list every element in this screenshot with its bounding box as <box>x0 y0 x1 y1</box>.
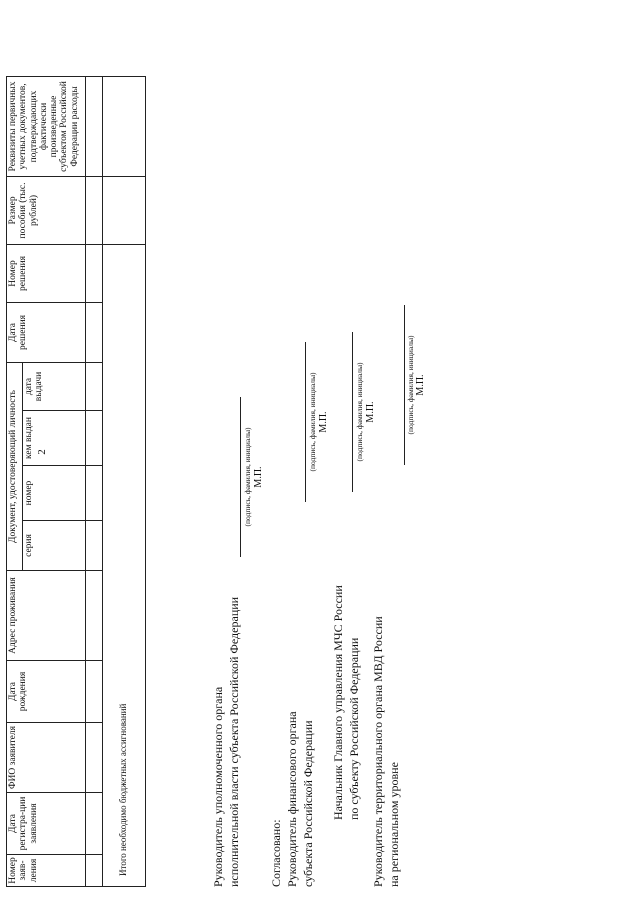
head-signatory-line-2: исполнительной власти субъекта Российской Федерации <box>227 596 241 887</box>
table-cell <box>86 793 103 855</box>
finance-signature-caption: (подпись, фамилия, инициалы) <box>308 372 317 472</box>
col-issued-by: кем выдан <box>22 411 85 466</box>
col-decision-number: Номер решения <box>7 244 86 302</box>
total-requisites-cell <box>103 76 146 176</box>
col-address: Адрес проживания <box>7 571 86 661</box>
col-issue-date: дата выдачи <box>22 362 85 410</box>
finance-signature-line <box>305 342 306 502</box>
table-header-row <box>7 76 23 886</box>
table-cell <box>86 176 103 244</box>
mvd-signature-line <box>404 305 405 465</box>
page-number: 2 <box>36 449 48 455</box>
col-reg-date: Дата регистра-ции заявления <box>7 793 86 855</box>
table-cell <box>86 411 103 466</box>
finance-stamp: М.П. <box>318 411 329 433</box>
table-row <box>86 76 103 886</box>
table-cell <box>86 244 103 302</box>
col-fio: ФИО заявителя <box>7 723 86 793</box>
table-cell <box>86 521 103 571</box>
table-cell <box>86 76 103 176</box>
mvd-signature-caption: (подпись, фамилия, инициалы) <box>406 335 415 435</box>
mchs-signature-caption: (подпись, фамилия, инициалы) <box>355 362 364 462</box>
table-cell <box>86 855 103 887</box>
mvd-signatory <box>370 616 402 887</box>
table-cell <box>86 723 103 793</box>
head-signature-caption: (подпись, фамилия, инициалы) <box>243 427 252 527</box>
table-cell <box>86 466 103 521</box>
table-cell <box>86 302 103 362</box>
col-number: номер <box>22 466 85 521</box>
finance-signatory-line-2: субъекта Российской Федерации <box>301 720 315 887</box>
finance-signatory <box>284 711 316 887</box>
table-total-row <box>103 76 146 886</box>
mchs-stamp: М.П. <box>365 401 376 423</box>
table-cell <box>86 661 103 723</box>
col-series: серия <box>22 521 85 571</box>
head-signature-line <box>240 397 241 557</box>
head-stamp: М.П. <box>253 466 264 488</box>
col-app-number: Номер заяв-ления <box>7 855 86 887</box>
col-birth-date: Дата рождения <box>7 661 86 723</box>
total-label: Итого необходимо бюджетных ассигнований <box>103 244 146 886</box>
head-signatory-line-1: Руководитель уполномоченного органа <box>211 686 225 887</box>
col-id-document: Документ, удостоверяющий личность <box>7 362 23 570</box>
mvd-signatory-line-2: на региональном уровне <box>387 762 401 887</box>
mchs-signatory-line-2: по субъекту Российской Федерации <box>347 637 361 820</box>
finance-signatory-line-1: Руководитель финансового органа <box>285 711 299 887</box>
mvd-stamp: М.П. <box>415 374 426 396</box>
col-decision-date: Дата решения <box>7 302 86 362</box>
agreed-label: Согласовано: <box>269 819 283 887</box>
table-cell <box>86 571 103 661</box>
total-allowance-cell <box>103 176 146 244</box>
table-cell <box>86 362 103 410</box>
col-requisites: Реквизиты первичных учетных документов, подтверждающих фактически произведенные субъектом Российской Федерации расходы <box>7 76 86 176</box>
mvd-signatory-line-1: Руководитель территориального органа МВД России <box>371 616 385 887</box>
mchs-signatory <box>330 585 362 820</box>
col-allowance-size: Размер пособия (тыс. рублей) <box>7 176 86 244</box>
mchs-signature-line <box>352 332 353 492</box>
mchs-signatory-line-1: Начальник Главного управления МЧС России <box>331 585 345 820</box>
head-signatory <box>210 597 242 887</box>
rotated-page-content <box>0 60 426 905</box>
report-table <box>6 76 146 887</box>
